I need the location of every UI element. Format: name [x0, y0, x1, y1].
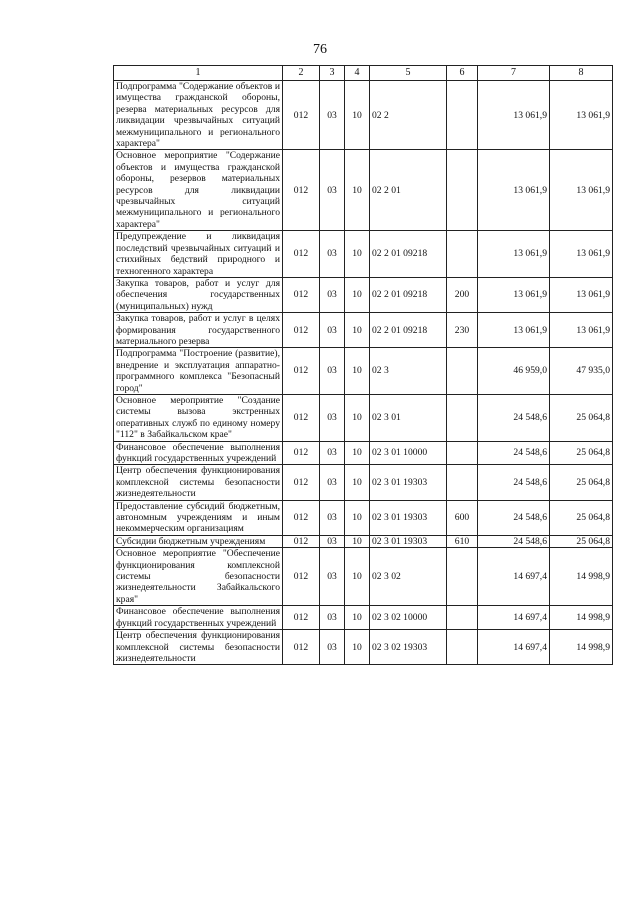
expense-type-cell [447, 348, 478, 395]
expense-type-cell [447, 441, 478, 465]
section-code-cell: 03 [320, 535, 345, 547]
subsection-code-cell: 10 [345, 630, 370, 665]
expense-type-cell [447, 630, 478, 665]
target-article-cell: 02 3 01 19303 [370, 465, 447, 500]
section-code-cell: 03 [320, 606, 345, 630]
header-cell: 3 [320, 66, 345, 81]
amount-cell-col7: 13 061,9 [478, 231, 550, 278]
amount-cell-col7: 14 697,4 [478, 630, 550, 665]
subsection-code-cell: 10 [345, 465, 370, 500]
subsection-code-cell: 10 [345, 313, 370, 348]
ministry-code-cell: 012 [283, 535, 320, 547]
amount-cell-col8: 25 064,8 [550, 394, 613, 441]
amount-cell-col8: 13 061,9 [550, 150, 613, 231]
subsection-code-cell: 10 [345, 81, 370, 150]
expense-type-cell [447, 548, 478, 606]
row-name-cell: Предупреждение и ликвидация последствий чрезвычайных ситуаций и стихийных бедствий природного и техногенного характера [114, 231, 283, 278]
section-code-cell: 03 [320, 277, 345, 312]
header-cell: 5 [370, 66, 447, 81]
table-header-row [114, 66, 613, 81]
ministry-code-cell: 012 [283, 150, 320, 231]
row-name-cell: Закупка товаров, работ и услуг в целях формирования государственного материального резерва [114, 313, 283, 348]
amount-cell-col8: 25 064,8 [550, 441, 613, 465]
subsection-code-cell: 10 [345, 348, 370, 395]
ministry-code-cell: 012 [283, 313, 320, 348]
expense-type-cell [447, 231, 478, 278]
row-name-cell: Финансовое обеспечение выполнения функций государственных учреждений [114, 441, 283, 465]
subsection-code-cell: 10 [345, 441, 370, 465]
table-row [114, 441, 613, 465]
section-code-cell: 03 [320, 465, 345, 500]
amount-cell-col7: 24 548,6 [478, 441, 550, 465]
section-code-cell: 03 [320, 348, 345, 395]
expense-type-cell [447, 81, 478, 150]
amount-cell-col7: 14 697,4 [478, 548, 550, 606]
row-name-cell: Подпрограмма "Построение (развитие), внедрение и эксплуатация аппаратно-программного комплекса "Безопасный город" [114, 348, 283, 395]
table-row [114, 81, 613, 150]
table-row [114, 150, 613, 231]
amount-cell-col7: 13 061,9 [478, 81, 550, 150]
subsection-code-cell: 10 [345, 535, 370, 547]
row-name-cell: Подпрограмма "Содержание объектов и имущества гражданской обороны, резерва материальных ресурсов для ликвидации чрезвычайных ситуаций межмуниципального и регионального характера" [114, 81, 283, 150]
table-row [114, 313, 613, 348]
amount-cell-col8: 25 064,8 [550, 500, 613, 535]
ministry-code-cell: 012 [283, 630, 320, 665]
row-name-cell: Основное мероприятие "Содержание объектов и имущества гражданской обороны, резервов материальных ресурсов для ликвидации чрезвычайных ситуаций межмуниципального и регионального характера" [114, 150, 283, 231]
target-article-cell: 02 3 01 19303 [370, 500, 447, 535]
header-cell: 8 [550, 66, 613, 81]
ministry-code-cell: 012 [283, 500, 320, 535]
ministry-code-cell: 012 [283, 348, 320, 395]
target-article-cell: 02 3 02 10000 [370, 606, 447, 630]
row-name-cell: Центр обеспечения функционирования комплексной системы безопасности жизнедеятельности [114, 465, 283, 500]
amount-cell-col7: 24 548,6 [478, 535, 550, 547]
subsection-code-cell: 10 [345, 150, 370, 231]
expense-type-cell [447, 606, 478, 630]
target-article-cell: 02 3 01 10000 [370, 441, 447, 465]
target-article-cell: 02 3 02 [370, 548, 447, 606]
expense-type-cell: 230 [447, 313, 478, 348]
target-article-cell: 02 3 02 19303 [370, 630, 447, 665]
amount-cell-col7: 24 548,6 [478, 465, 550, 500]
ministry-code-cell: 012 [283, 277, 320, 312]
amount-cell-col7: 13 061,9 [478, 277, 550, 312]
ministry-code-cell: 012 [283, 606, 320, 630]
header-cell: 6 [447, 66, 478, 81]
row-name-cell: Основное мероприятие "Обеспечение функционирования комплексной системы безопасности жизнедеятельности Забайкальского края" [114, 548, 283, 606]
amount-cell-col7: 24 548,6 [478, 394, 550, 441]
row-name-cell: Центр обеспечения функционирования комплексной системы безопасности жизнедеятельности [114, 630, 283, 665]
amount-cell-col7: 46 959,0 [478, 348, 550, 395]
ministry-code-cell: 012 [283, 441, 320, 465]
table-row [114, 606, 613, 630]
section-code-cell: 03 [320, 394, 345, 441]
subsection-code-cell: 10 [345, 548, 370, 606]
section-code-cell: 03 [320, 313, 345, 348]
subsection-code-cell: 10 [345, 394, 370, 441]
row-name-cell: Финансовое обеспечение выполнения функций государственных учреждений [114, 606, 283, 630]
table-row [114, 231, 613, 278]
ministry-code-cell: 012 [283, 465, 320, 500]
amount-cell-col8: 14 998,9 [550, 630, 613, 665]
table-row [114, 535, 613, 547]
target-article-cell: 02 3 [370, 348, 447, 395]
amount-cell-col8: 25 064,8 [550, 535, 613, 547]
section-code-cell: 03 [320, 441, 345, 465]
page-number: 76 [313, 42, 327, 57]
amount-cell-col7: 24 548,6 [478, 500, 550, 535]
amount-cell-col7: 13 061,9 [478, 313, 550, 348]
section-code-cell: 03 [320, 630, 345, 665]
target-article-cell: 02 3 01 19303 [370, 535, 447, 547]
table-row [114, 277, 613, 312]
row-name-cell: Предоставление субсидий бюджетным, автономным учреждениям и иным некоммерческим организациям [114, 500, 283, 535]
target-article-cell: 02 3 01 [370, 394, 447, 441]
section-code-cell: 03 [320, 548, 345, 606]
amount-cell-col8: 14 998,9 [550, 606, 613, 630]
expense-type-cell [447, 465, 478, 500]
expense-type-cell [447, 150, 478, 231]
amount-cell-col8: 13 061,9 [550, 277, 613, 312]
section-code-cell: 03 [320, 231, 345, 278]
amount-cell-col8: 14 998,9 [550, 548, 613, 606]
section-code-cell: 03 [320, 500, 345, 535]
expense-type-cell [447, 394, 478, 441]
table-row [114, 348, 613, 395]
table-row [114, 630, 613, 665]
target-article-cell: 02 2 01 09218 [370, 231, 447, 278]
expense-type-cell: 200 [447, 277, 478, 312]
header-cell: 4 [345, 66, 370, 81]
section-code-cell: 03 [320, 150, 345, 231]
header-cell: 7 [478, 66, 550, 81]
row-name-cell: Закупка товаров, работ и услуг для обеспечения государственных (муниципальных) нужд [114, 277, 283, 312]
subsection-code-cell: 10 [345, 277, 370, 312]
ministry-code-cell: 012 [283, 231, 320, 278]
amount-cell-col8: 13 061,9 [550, 313, 613, 348]
table-row [114, 500, 613, 535]
budget-table [113, 65, 613, 665]
section-code-cell: 03 [320, 81, 345, 150]
subsection-code-cell: 10 [345, 231, 370, 278]
target-article-cell: 02 2 [370, 81, 447, 150]
amount-cell-col8: 25 064,8 [550, 465, 613, 500]
table-row [114, 394, 613, 441]
table-row [114, 548, 613, 606]
expense-type-cell: 610 [447, 535, 478, 547]
subsection-code-cell: 10 [345, 606, 370, 630]
target-article-cell: 02 2 01 [370, 150, 447, 231]
amount-cell-col8: 13 061,9 [550, 231, 613, 278]
amount-cell-col7: 13 061,9 [478, 150, 550, 231]
table-row [114, 465, 613, 500]
row-name-cell: Субсидии бюджетным учреждениям [114, 535, 283, 547]
amount-cell-col8: 13 061,9 [550, 81, 613, 150]
ministry-code-cell: 012 [283, 548, 320, 606]
expense-type-cell: 600 [447, 500, 478, 535]
target-article-cell: 02 2 01 09218 [370, 313, 447, 348]
ministry-code-cell: 012 [283, 81, 320, 150]
ministry-code-cell: 012 [283, 394, 320, 441]
header-cell: 2 [283, 66, 320, 81]
amount-cell-col7: 14 697,4 [478, 606, 550, 630]
header-cell: 1 [114, 66, 283, 81]
subsection-code-cell: 10 [345, 500, 370, 535]
row-name-cell: Основное мероприятие "Создание системы вызова экстренных оперативных служб по единому номеру "112" в Забайкальском крае" [114, 394, 283, 441]
target-article-cell: 02 2 01 09218 [370, 277, 447, 312]
amount-cell-col8: 47 935,0 [550, 348, 613, 395]
